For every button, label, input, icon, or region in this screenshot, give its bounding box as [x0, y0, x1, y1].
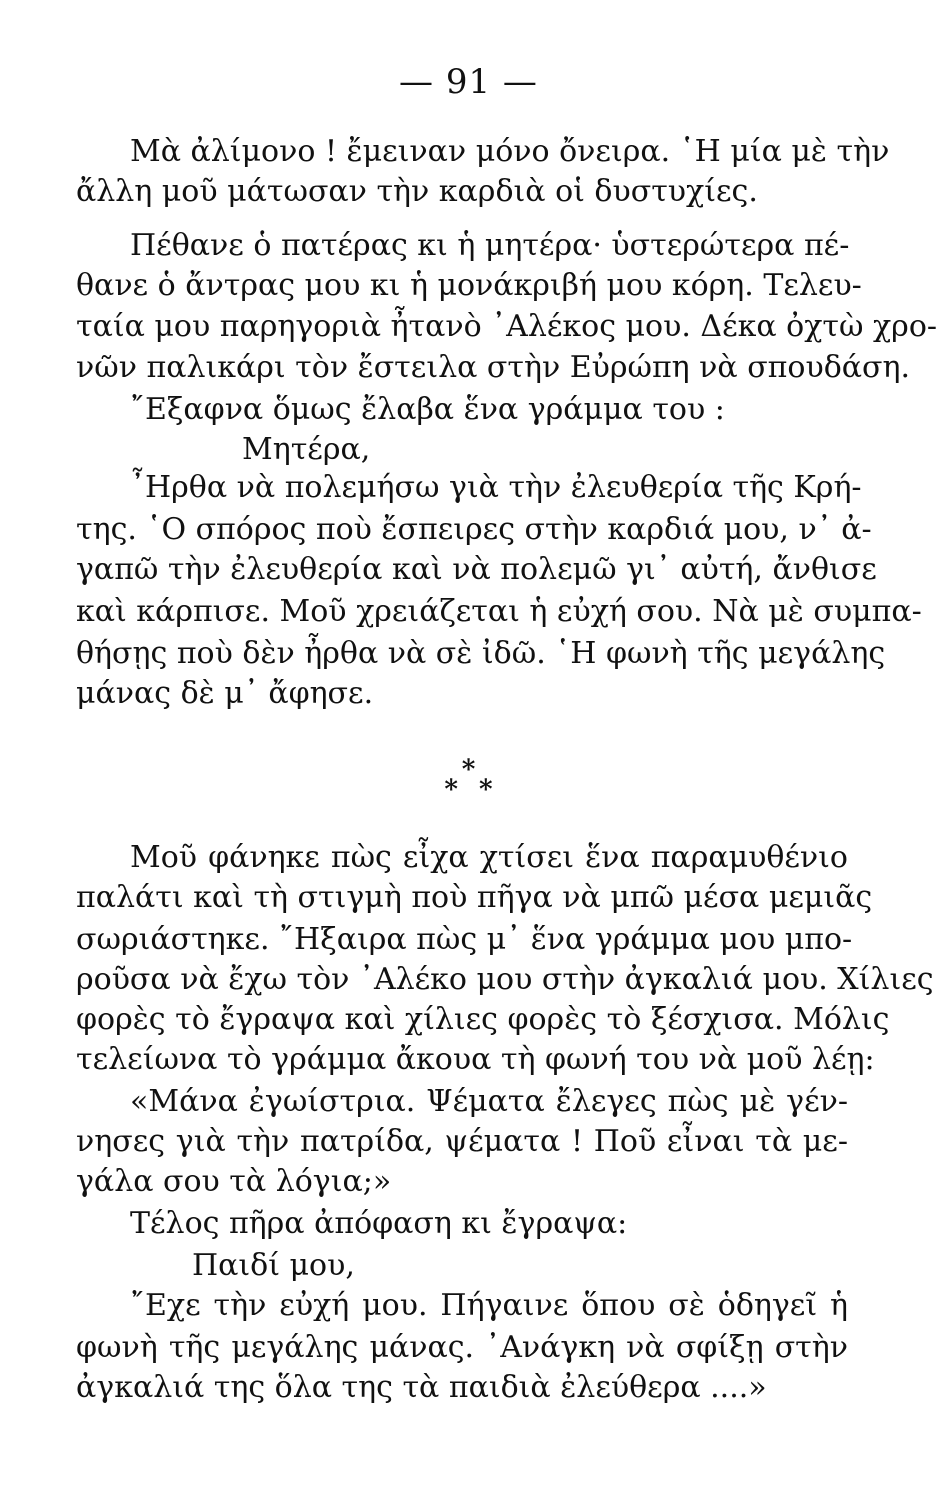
text-line-24: Τέλος πῆρα ἀπόφαση κι ἔγραψα:	[130, 1206, 628, 1241]
text-line-20: τελείωνα τὸ γράμμα ἄκουα τὴ φωνή του νὰ μοῦ λέῃ:	[76, 1042, 875, 1077]
asterism-star-left: *	[444, 775, 458, 805]
text-line-6: νῶν παλικάρι τὸν ἔστειλα στὴν Εὐρώπη νὰ σπουδάση.	[76, 350, 911, 385]
text-line-13: θήσῃς ποὺ δὲν ἦρθα νὰ σὲ ἰδῶ. ῾Η φωνὴ τῆς μεγάλης	[76, 636, 886, 671]
text-line-19: φορὲς τὸ ἔγραψα καὶ χίλιες φορὲς τὸ ξέσχισα. Μόλις	[76, 1002, 890, 1037]
text-line-27: φωνὴ τῆς μεγάλης μάνας. ᾿Ανάγκη νὰ σφίξῃ στὴν	[76, 1330, 848, 1365]
text-line-14: μάνας δὲ μ᾿ ἄφησε.	[76, 676, 374, 711]
letter-salutation-2: Παιδί μου,	[192, 1248, 355, 1283]
text-line-26: ῎Εχε τὴν εὐχή μου. Πήγαινε ὅπου σὲ ὁδηγεῖ ἡ	[130, 1288, 848, 1323]
text-line-3: Πέθανε ὁ πατέρας κι ἡ μητέρα· ὑστερώτερα πέ-	[130, 228, 850, 263]
letter-salutation: Μητέρα,	[242, 432, 371, 467]
text-line-23: γάλα σου τὰ λόγια;»	[76, 1164, 392, 1199]
text-line-15: Μοῦ φάνηκε πὼς εἶχα χτίσει ἕνα παραμυθένιο	[130, 840, 848, 875]
text-line-12: καὶ κάρπισε. Μοῦ χρειάζεται ἡ εὐχή σου. Νὰ μὲ συμπα-	[76, 594, 922, 629]
text-line-5: ταία μου παρηγοριὰ ἦτανὸ ᾿Αλέκος μου. Δέκα ὀχτὼ χρο-	[76, 309, 937, 344]
text-line-10: της. ῾Ο σπόρος ποὺ ἔσπειρες στὴν καρδιά μου, ν᾿ ἀ-	[76, 512, 872, 547]
text-line-11: γαπῶ τὴν ἐλευθερία καὶ νὰ πολεμῶ γι᾿ αὐτή, ἄνθισε	[76, 552, 877, 587]
text-line-22: νησες γιὰ τὴν πατρίδα, ψέματα ! Ποῦ εἶναι τὰ με-	[76, 1124, 848, 1159]
text-line-17: σωριάστηκε. ῎Ηξαιρα πὼς μ᾿ ἕνα γράμμα μου μπο-	[76, 922, 853, 957]
text-line-1: Μὰ ἀλίμονο ! ἔμειναν μόνο ὄνειρα. ῾Η μία μὲ τὴν	[130, 134, 890, 169]
text-line-4: θανε ὁ ἄντρας μου κι ἡ μονάκριβή μου κόρη. Τελευ-	[76, 268, 862, 303]
asterism-star-top: *	[461, 755, 476, 785]
page-number: — 91 —	[399, 62, 538, 102]
text-line-16: παλάτι καὶ τὴ στιγμὴ ποὺ πῆγα νὰ μπῶ μέσα μεμιᾶς	[76, 880, 873, 915]
text-line-2: ἄλλη μοῦ μάτωσαν τὴν καρδιὰ οἱ δυστυχίες.	[76, 174, 758, 209]
text-line-9: ῏Ηρθα νὰ πολεμήσω γιὰ τὴν ἐλευθερία τῆς Κρή-	[130, 470, 862, 505]
text-line-21: «Μάνα ἐγωίστρια. Ψέματα ἔλεγες πὼς μὲ γέν-	[130, 1084, 848, 1119]
text-line-18: ροῦσα νὰ ἔχω τὸν ᾿Αλέκο μου στὴν ἀγκαλιά μου. Χίλιες	[76, 962, 934, 997]
section-divider-asterism	[0, 755, 937, 805]
asterism-star-right: *	[479, 775, 493, 805]
text-line-7: ῎Εξαφνα ὅμως ἔλαβα ἕνα γράμμα του :	[130, 392, 725, 427]
text-line-28: ἀγκαλιά της ὅλα της τὰ παιδιὰ ἐλεύθερα ....»	[76, 1370, 767, 1405]
